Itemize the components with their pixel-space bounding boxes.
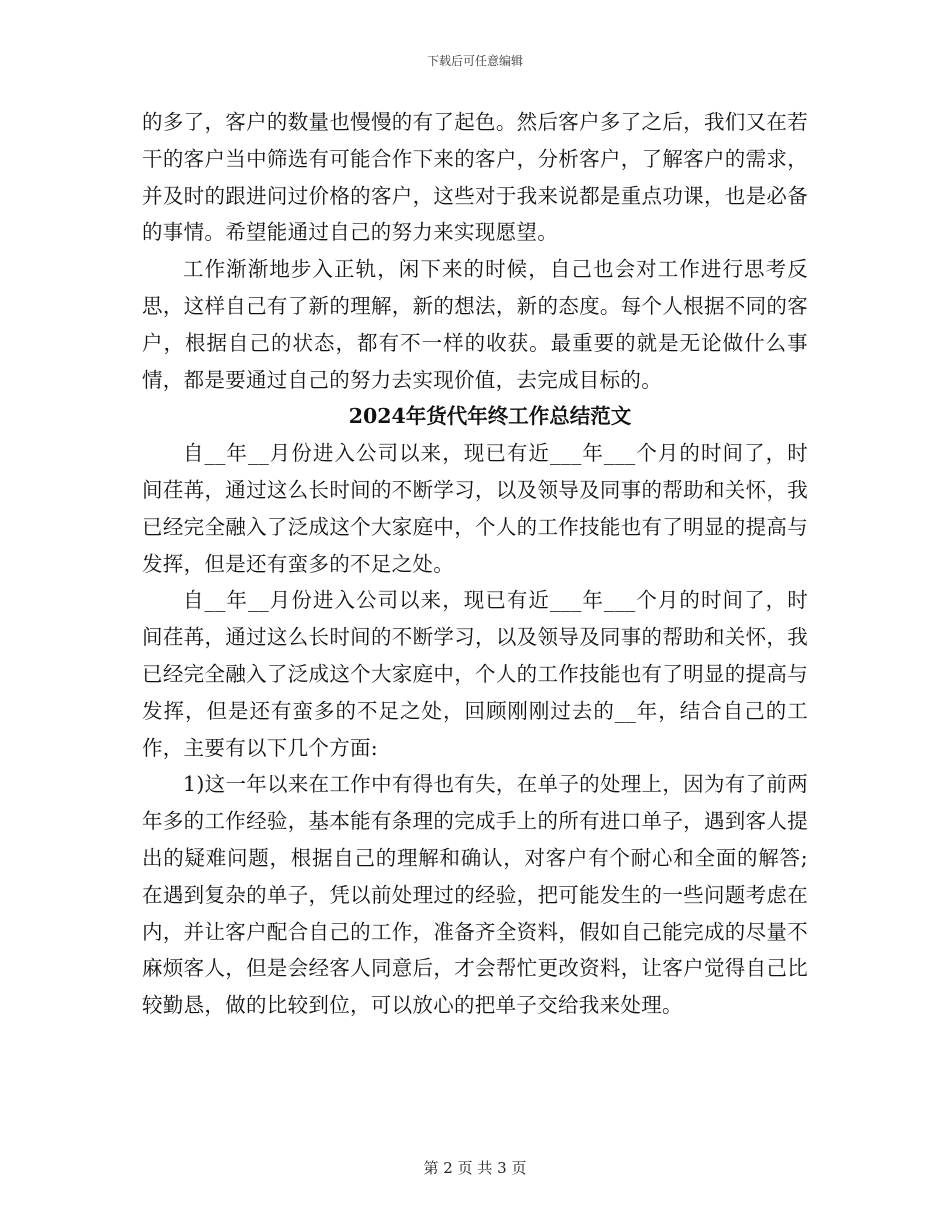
- paragraph-reflection: 工作渐渐地步入正轨，闲下来的时候，自己也会对工作进行思考反思，这样自己有了新的理解，新的想法，新的态度。每个人根据不同的客户，根据自己的状态，都有不一样的收获。最重要的就是无论做什么事情，都是要通过自己的努力去实现价值，去完成目标的。: [142, 257, 808, 392]
- document-body: [142, 104, 808, 1024]
- paragraph-intro-2: 自__年__月份进入公司以来，现已有近___年___个月的时间了，时间荏苒，通过这么长时间的不断学习，以及领导及同事的帮助和关怀，我已经完全融入了泛成这个大家庭中，个人的工作技能也有了明显的提高与发挥，但是还有蛮多的不足之处，回顾刚刚过去的__年，结合自己的工作，主要有以下几个方面:: [142, 588, 808, 760]
- page-header: 下载后可任意编辑: [426, 54, 523, 68]
- document-title: 2024年货代年终工作总结范文: [348, 404, 632, 429]
- paragraph-point-1: 1)这一年以来在工作中有得也有失，在单子的处理上，因为有了前两年多的工作经验，基本能有条理的完成手上的所有进口单子，遇到客人提出的疑难问题，根据自己的理解和确认，对客户有个耐心和全面的解答;在遇到复杂的单子，凭以前处理过的经验，把可能发生的一些问题考虑在内，并让客户配合自己的工作，准备齐全资料，假如自己能完成的尽量不麻烦客人，但是会经客人同意后，才会帮忙更改资料，让客户觉得自己比较勤恳，做的比较到位，可以放心的把单子交给我来处理。: [142, 772, 808, 1018]
- paragraph-continuation: 的多了，客户的数量也慢慢的有了起色。然后客户多了之后，我们又在若干的客户当中筛选有可能合作下来的客户，分析客户，了解客户的需求，并及时的跟进问过价格的客户，这些对于我来说都是重点功课，也是必备的事情。希望能通过自己的努力来实现愿望。: [142, 110, 808, 245]
- paragraph-intro-1: 自__年__月份进入公司以来，现已有近___年___个月的时间了，时间荏苒，通过这么长时间的不断学习，以及领导及同事的帮助和关怀，我已经完全融入了泛成这个大家庭中，个人的工作技能也有了明显的提高与发挥，但是还有蛮多的不足之处。: [142, 441, 808, 576]
- page-number: 第 2 页 共 3 页: [423, 1159, 527, 1177]
